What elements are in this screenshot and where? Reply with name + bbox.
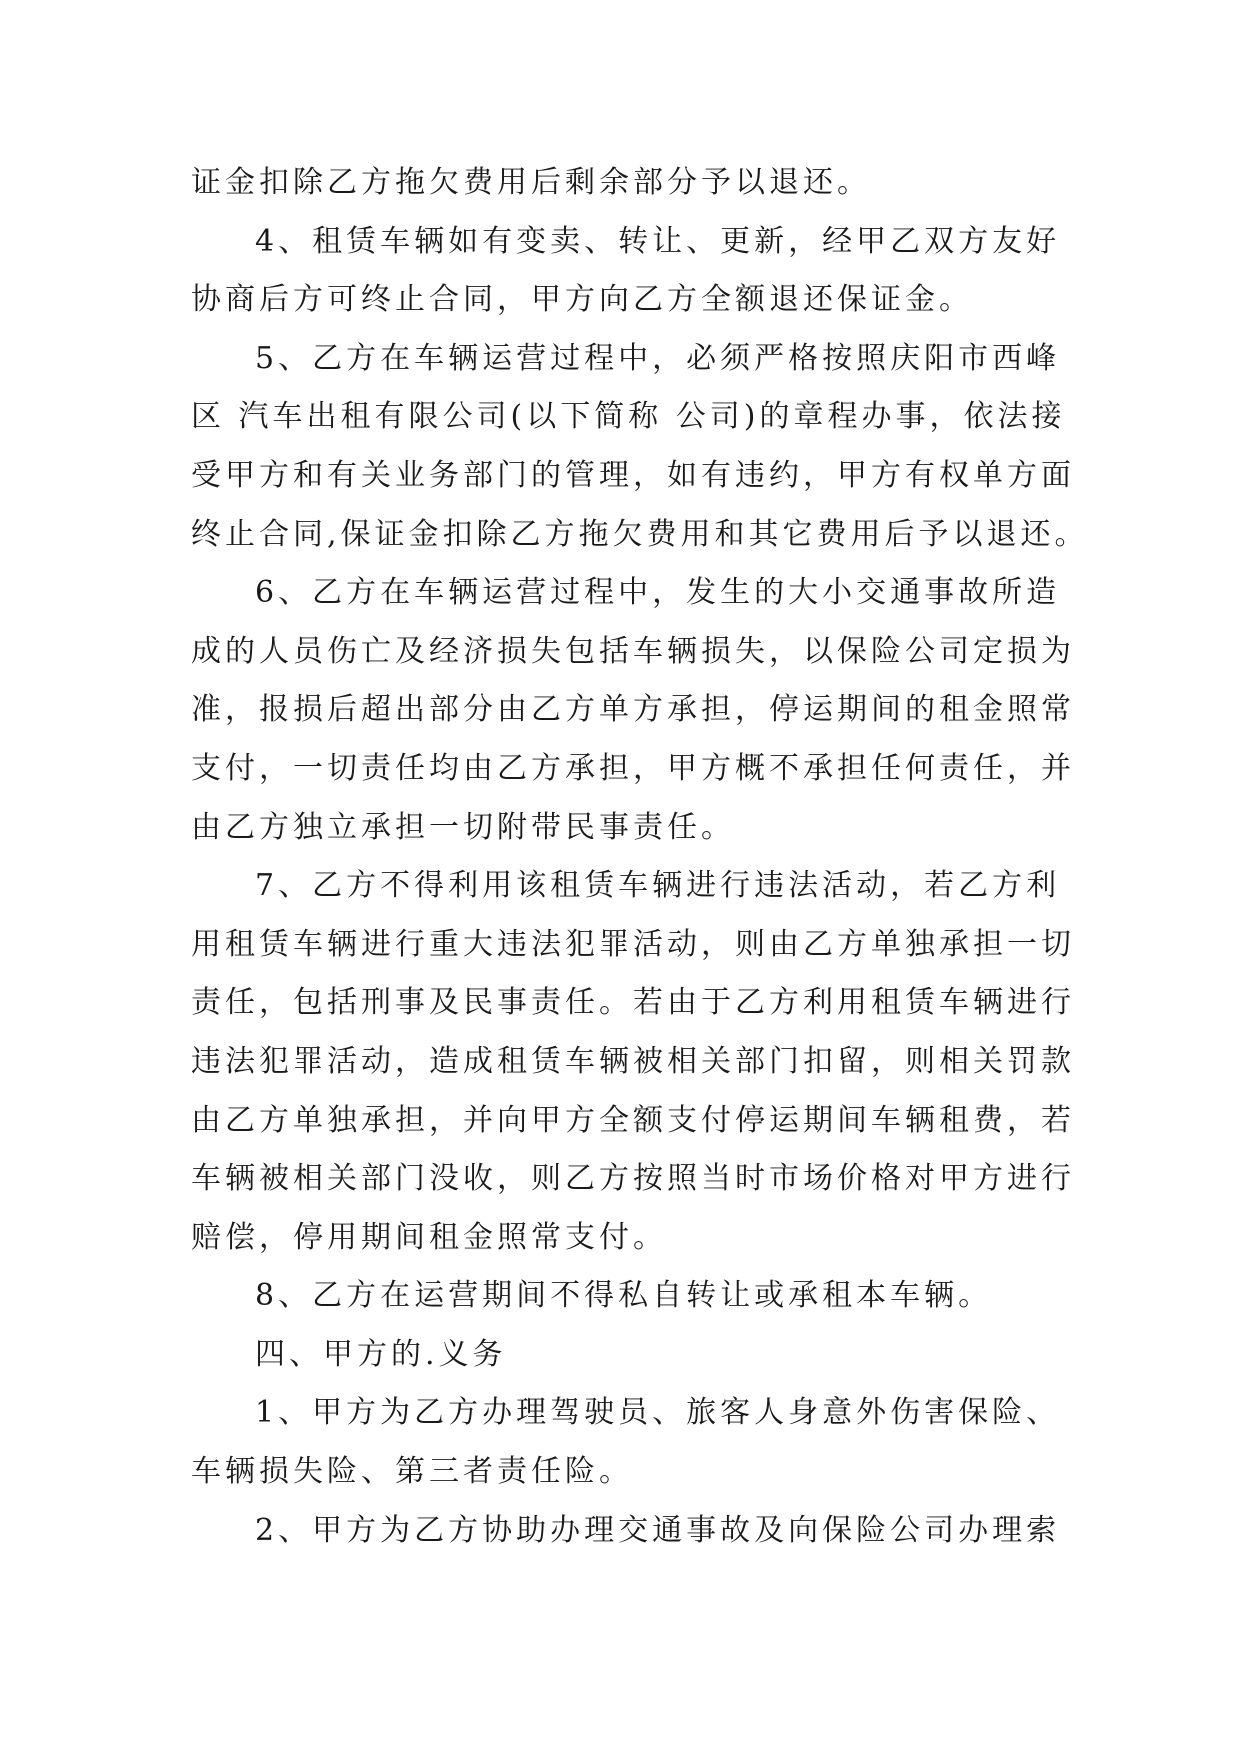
text-line: 四、甲方的.义务 <box>255 1336 507 1372</box>
text-line: 7、乙方不得利用该租赁车辆进行违法活动，若乙方利 <box>255 868 1061 904</box>
text-line: 由乙方单独承担，并向甲方全额支付停运期间车辆租费，若 <box>191 1102 1075 1138</box>
text-line: 8、乙方在运营期间不得私自转让或承租本车辆。 <box>255 1278 993 1314</box>
document-body <box>191 154 1089 1560</box>
text-line: 责任，包括刑事及民事责任。若由于乙方利用租赁车辆进行 <box>191 985 1075 1021</box>
text-line: 成的人员伤亡及经济损失包括车辆损失，以保险公司定损为 <box>191 633 1075 669</box>
text-line: 车辆被相关部门没收，则乙方按照当时市场价格对甲方进行 <box>191 1161 1075 1197</box>
text-line: 区 汽车出租有限公司(以下简称 公司)的章程办事，依法接 <box>191 399 1066 435</box>
text-line: 6、乙方在车辆运营过程中，发生的大小交通事故所造 <box>255 575 1061 611</box>
text-line: 准，报损后超出部分由乙方单方承担，停运期间的租金照常 <box>191 692 1075 728</box>
text-line: 5、乙方在车辆运营过程中，必须严格按照庆阳市西峰 <box>255 340 1061 376</box>
text-line: 赔偿，停用期间租金照常支付。 <box>191 1219 667 1255</box>
text-line: 终止合同,保证金扣除乙方拖欠费用和其它费用后予以退还。 <box>191 516 1089 552</box>
text-line: 由乙方独立承担一切附带民事责任。 <box>191 809 735 845</box>
text-line: 支付，一切责任均由乙方承担，甲方概不承担任何责任，并 <box>191 750 1075 786</box>
text-line: 4、租赁车辆如有变卖、转让、更新，经甲乙双方友好 <box>255 223 1061 259</box>
text-line: 1、甲方为乙方办理驾驶员、旅客人身意外伤害保险、 <box>255 1395 1061 1431</box>
text-line: 违法犯罪活动，造成租赁车辆被相关部门扣留，则相关罚款 <box>191 1043 1075 1079</box>
text-line: 用租赁车辆进行重大违法犯罪活动，则由乙方单独承担一切 <box>191 926 1075 962</box>
text-line: 车辆损失险、第三者责任险。 <box>191 1454 633 1490</box>
text-line: 受甲方和有关业务部门的管理，如有违约，甲方有权单方面 <box>191 457 1075 493</box>
text-line: 协商后方可终止合同，甲方向乙方全额退还保证金。 <box>191 282 973 318</box>
text-line: 2、甲方为乙方协助办理交通事故及向保险公司办理索 <box>255 1512 1061 1548</box>
text-line: 证金扣除乙方拖欠费用后剩余部分予以退还。 <box>191 165 871 200</box>
